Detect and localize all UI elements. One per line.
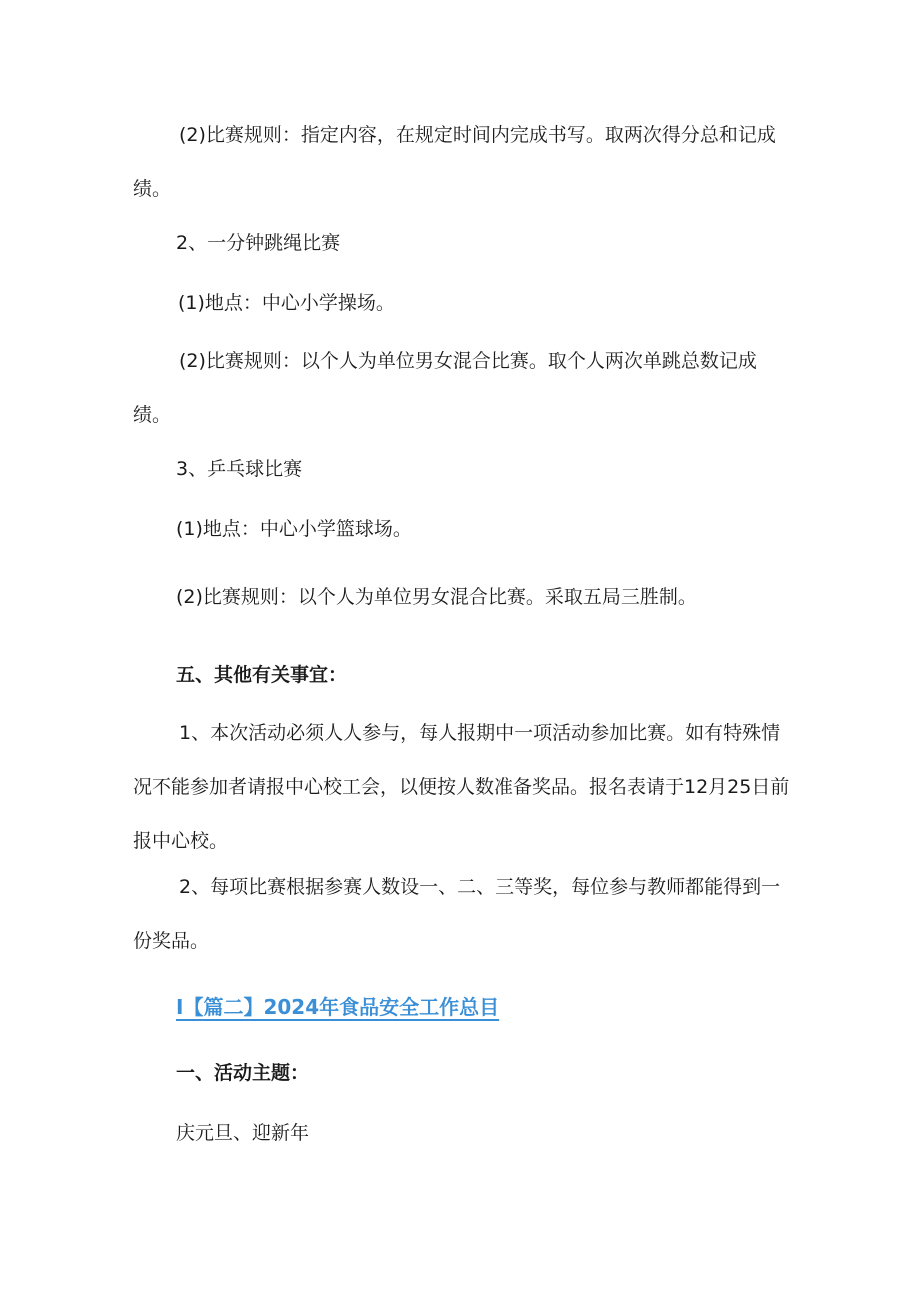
section-heading-other-matters: 五、其他有关事宜： [176,664,348,686]
paragraph-awards-notice: 2、每项比赛根据参赛人数设一、二、三等奖，每位参与教师都能得到一份奖品。 [133,876,781,952]
section-link-part-two[interactable]: I【篇二】2024年食品安全工作总目 [176,995,500,1019]
paragraph-activity-theme: 庆元旦、迎新年 [176,1122,310,1144]
paragraph-rope-rules: (2)比赛规则：以个人为单位男女混合比赛。取个人两次单跳总数记成绩。 [133,350,757,426]
heading-table-tennis: 3、乒乓球比赛 [176,458,303,480]
paragraph-rope-location: (1)地点：中心小学操场。 [178,292,395,314]
paragraph-calligraphy-rules: (2)比赛规则：指定内容，在规定时间内完成书写。取两次得分总和记成绩。 [133,124,776,200]
paragraph-tennis-rules: (2)比赛规则：以个人为单位男女混合比赛。采取五局三胜制。 [176,586,697,608]
section-heading-activity-theme: 一、活动主题： [176,1062,310,1084]
paragraph-tennis-location: (1)地点：中心小学篮球场。 [176,518,412,540]
heading-rope-skipping: 2、一分钟跳绳比赛 [176,232,341,254]
paragraph-participation-notice: 1、本次活动必须人人参与，每人报期中一项活动参加比赛。如有特殊情况不能参加者请报中心校工会，以便按人数准备奖品。报名表请于12月25日前报中心校。 [133,722,790,852]
